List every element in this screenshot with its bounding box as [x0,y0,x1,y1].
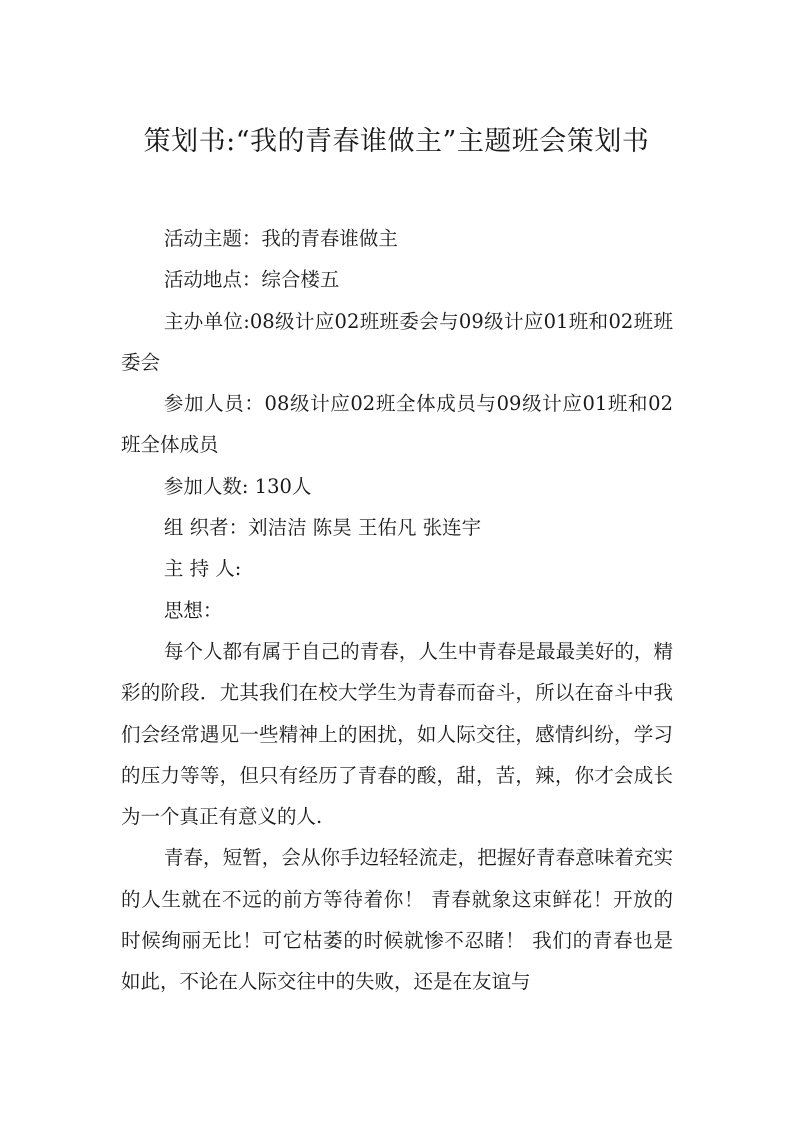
paragraph-body-2: 青春，短暂，会从你手边轻轻流走，把握好青春意味着充实的人生就在不远的前方等待着你！ 青春就象这束鲜花！开放的时候绚丽无比！可它枯萎的时候就惨不忍睹！ 我们的青春也是如此，不论在人际交往中的失败，还是在友谊与 [121,846,673,994]
paragraph-activity-theme: 活动主题：我的青春谁做主 [163,227,398,250]
document-title: 策划书:“我的青春谁做主”主题班会策划书 [143,126,650,157]
paragraph-thought-heading: 思想： [163,598,223,622]
paragraph-body-1: 每个人都有属于自己的青春，人生中青春是最最美好的，精彩的阶段．尤其我们在校大学生为青春而奋斗，所以在奋斗中我们会经常遇见一些精神上的困扰，如人际交往，感情纠纷，学习的压力等等，但只有经历了青春的酸，甜，苦，辣，你才会成长为一个真正有意义的人. [121,639,673,829]
paragraph-organizers: 组 织者：刘洁洁 陈昊 王佑凡 张连宇 [163,516,482,540]
paragraph-activity-location: 活动地点：综合楼五 [163,268,340,292]
paragraph-organizer-unit: 主办单位:08级计应02班班委会与09级计应01班和02班班委会 [121,309,673,374]
document-body [121,218,673,1003]
paragraph-host: 主 持 人: [163,557,242,581]
paragraph-participants: 参加人员：08级计应02班全体成员与09级计应01班和02班全体成员 [121,392,673,457]
paragraph-participant-count: 参加人数: 130人 [163,474,312,498]
